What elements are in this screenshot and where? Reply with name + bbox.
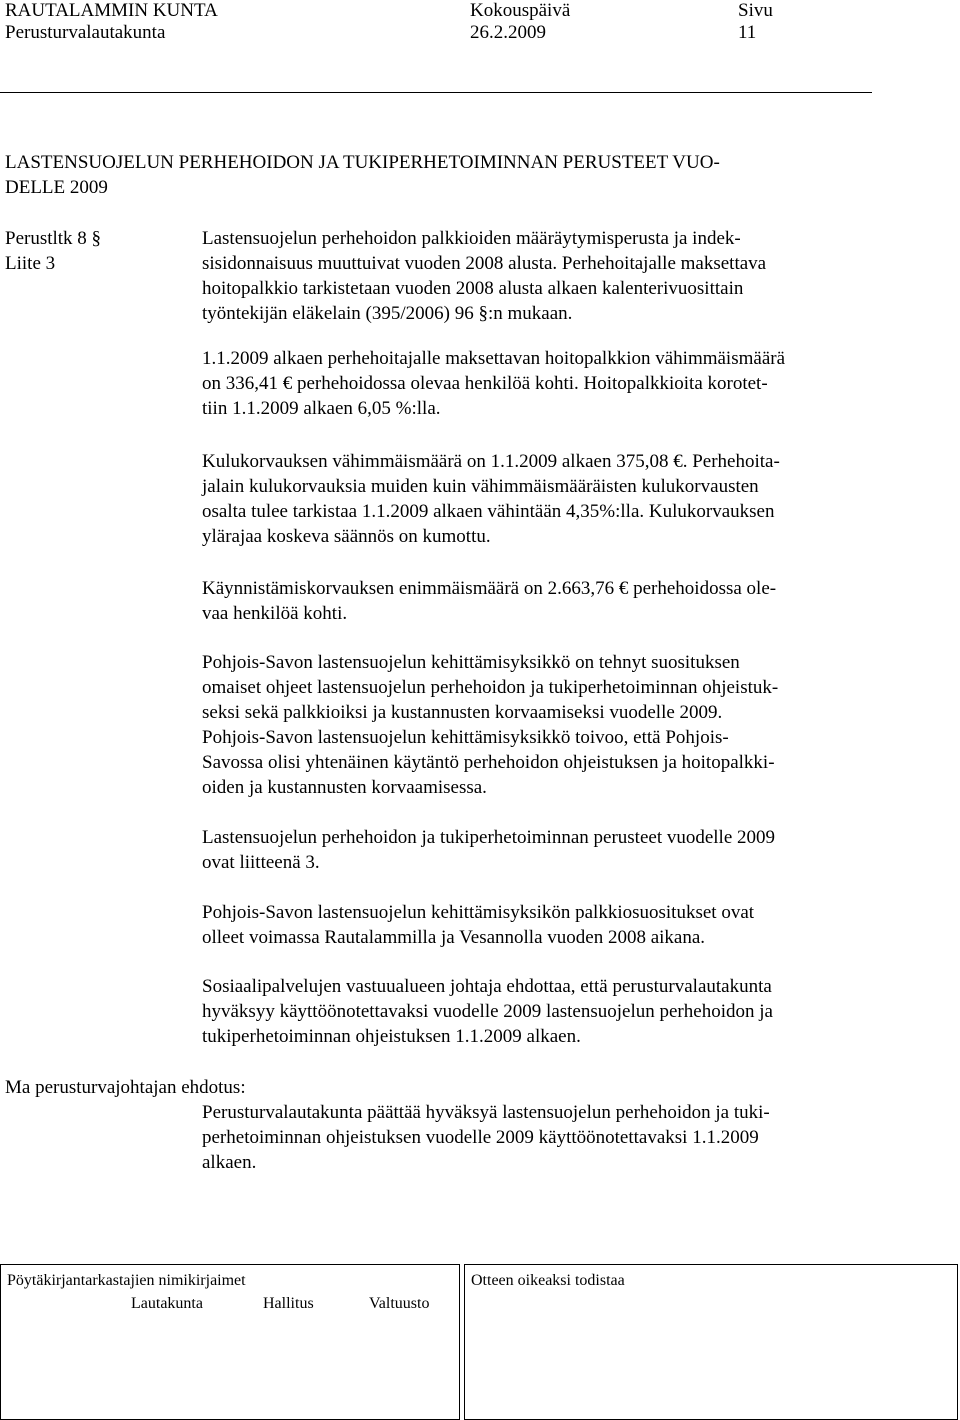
text-line: vaa henkilöä kohti.: [202, 603, 348, 624]
text-line: on 336,41 € perhehoidossa olevaa henkilöä kohti. Hoitopalkkioita korotet-: [202, 373, 768, 394]
section-title: [5, 150, 825, 200]
text-line: Lastensuojelun perhehoidon palkkioiden määräytymisperusta ja indek-: [202, 228, 741, 249]
text-line: alkaen.: [202, 1152, 257, 1173]
section-title-line-1: LASTENSUOJELUN PERHEHOIDON JA TUKIPERHETOIMINNAN PERUSTEET VUO-: [5, 152, 720, 173]
text-line: Pohjois-Savon lastensuojelun kehittämisyksikkö on tehnyt suosituksen: [202, 652, 740, 673]
signature-col-committee: Lautakunta: [131, 1295, 203, 1312]
text-line: seksi sekä palkkioiksi ja kustannusten korvaamiseksi vuodelle 2009.: [202, 702, 723, 723]
signatures-label: Pöytäkirjantarkastajien nimikirjaimet: [7, 1272, 246, 1289]
text-line: ylärajaa koskeva säännös on kumottu.: [202, 526, 491, 547]
text-line: Pohjois-Savon lastensuojelun kehittämisyksikön palkkiosuositukset ovat: [202, 902, 755, 923]
paragraph-5: [202, 650, 892, 800]
text-line: Pohjois-Savon lastensuojelun kehittämisyksikkö toivoo, että Pohjois-: [202, 727, 729, 748]
text-line: jalain kulukorvauksia muiden kuin vähimmäismääräisten kulukorvausten: [202, 476, 759, 497]
text-line: 1.1.2009 alkaen perhehoitajalle maksettavan hoitopalkkion vähimmäismäärä: [202, 348, 786, 369]
paragraph-4: [202, 576, 892, 626]
text-line: Kulukorvauksen vähimmäismäärä on 1.1.2009 alkaen 375,08 €. Perhehoita-: [202, 451, 780, 472]
paragraph-3: [202, 449, 892, 549]
text-line: perhetoiminnan ohjeistuksen vuodelle 2009 käyttöönotettavaksi 1.1.2009: [202, 1127, 759, 1148]
signature-col-board: Hallitus: [263, 1295, 314, 1312]
text-line: oiden ja kustannusten korvaamisessa.: [202, 777, 487, 798]
text-line: Lastensuojelun perhehoidon ja tukiperhetoiminnan perusteet vuodelle 2009: [202, 827, 776, 848]
paragraph-8: [202, 974, 892, 1049]
paragraph-6: [202, 825, 892, 875]
text-line: Sosiaalipalvelujen vastuualueen johtaja ehdottaa, että perusturvalautakunta: [202, 976, 772, 997]
text-line: työntekijän eläkelain (395/2006) 96 §:n mukaan.: [202, 303, 573, 324]
certification-label: Otteen oikeaksi todistaa: [471, 1272, 625, 1289]
proposal-label: Ma perusturvajohtajan ehdotus:: [5, 1077, 246, 1098]
text-line: Käynnistämiskorvauksen enimmäismäärä on 2.663,76 € perhehoidossa ole-: [202, 578, 777, 599]
org-name: RAUTALAMMIN KUNTA: [5, 0, 218, 21]
text-line: tiin 1.1.2009 alkaen 6,05 %:lla.: [202, 398, 441, 419]
text-line: ovat liitteenä 3.: [202, 852, 320, 873]
paragraph-2: [202, 346, 892, 421]
header-rule: [0, 92, 872, 93]
committee-name: Perusturvalautakunta: [5, 22, 166, 43]
attachment-label: Liite 3: [5, 253, 56, 274]
signature-col-council: Valtuusto: [369, 1295, 430, 1312]
text-line: hyväksyy käyttöönotettavaksi vuodelle 2009 lastensuojelun perhehoidon ja: [202, 1001, 773, 1022]
meeting-date-label: Kokouspäivä: [470, 0, 571, 21]
text-line: Savossa olisi yhtenäinen käytäntö perhehoidon ohjeistuksen ja hoitopalkki-: [202, 752, 775, 773]
paragraph-7: [202, 900, 892, 950]
page-label: Sivu: [738, 0, 773, 21]
text-line: sisidonnaisuus muuttuivat vuoden 2008 alusta. Perhehoitajalle maksettava: [202, 253, 767, 274]
proposal-text: [202, 1100, 892, 1175]
meeting-date: 26.2.2009: [470, 22, 546, 43]
paragraph-1: [202, 226, 892, 326]
page-number: 11: [738, 22, 757, 43]
section-title-line-2: DELLE 2009: [5, 177, 108, 198]
text-line: hoitopalkkio tarkistetaan vuoden 2008 alusta alkaen kalenterivuosittain: [202, 278, 744, 299]
text-line: Perusturvalautakunta päättää hyväksyä lastensuojelun perhehoidon ja tuki-: [202, 1102, 770, 1123]
text-line: omaiset ohjeet lastensuojelun perhehoidon ja tukiperhetoiminnan ohjeistuk-: [202, 677, 779, 698]
reference-label: Perustltk 8 §: [5, 228, 102, 249]
text-line: olleet voimassa Rautalammilla ja Vesannolla vuoden 2008 aikana.: [202, 927, 706, 948]
text-line: osalta tulee tarkistaa 1.1.2009 alkaen vähintään 4,35%:lla. Kulukorvauksen: [202, 501, 775, 522]
text-line: tukiperhetoiminnan ohjeistuksen 1.1.2009 alkaen.: [202, 1026, 581, 1047]
